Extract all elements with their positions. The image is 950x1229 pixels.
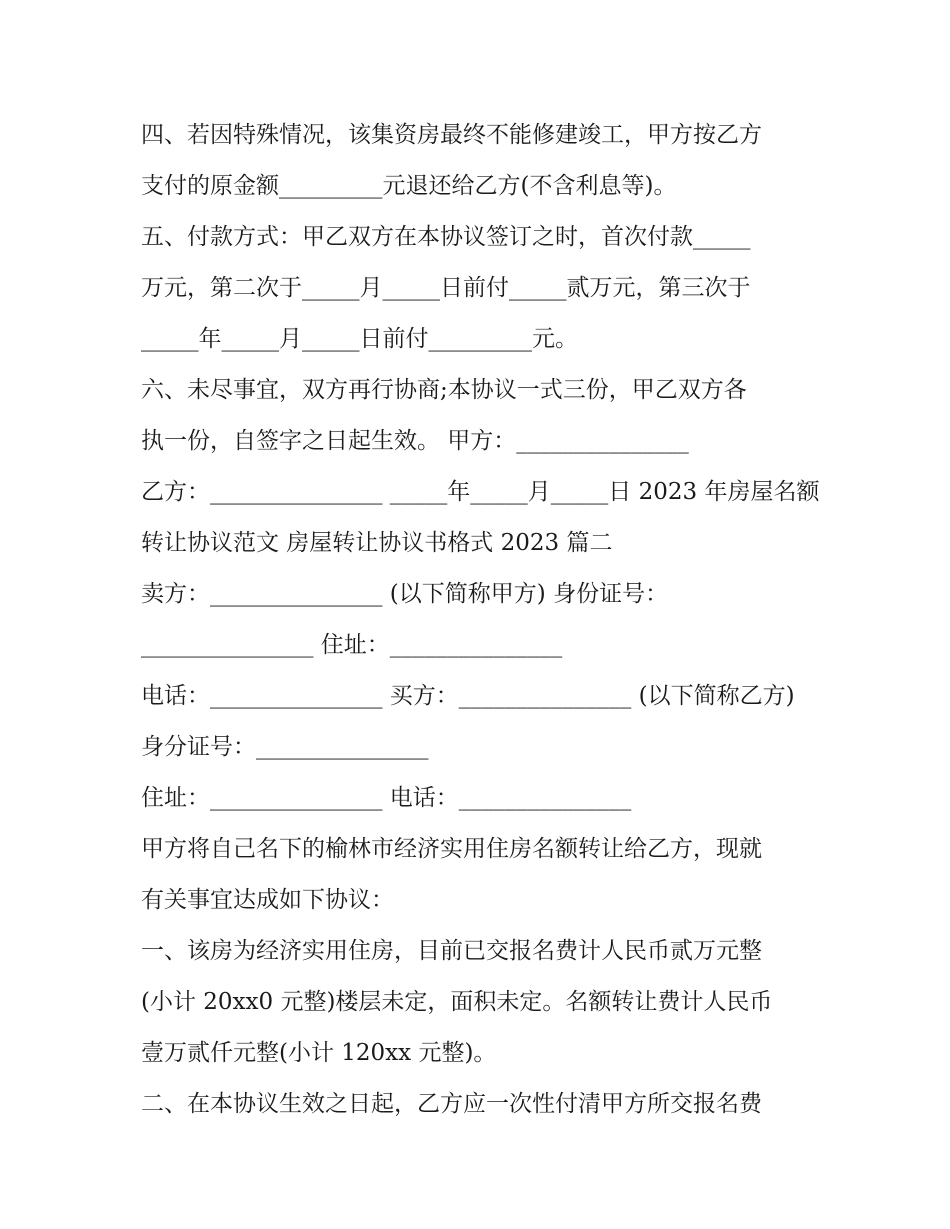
text-line: 二、在本协议生效之日起，乙方应一次性付清甲方所交报名费 [141,1091,762,1117]
text-line: (小计 20xx0 元整)楼层未定，面积未定。名额转让费计人民币 [141,989,773,1015]
text-line: _____年_____月_____日前付_________元。 [141,326,578,352]
text-line: 电话：_______________ 买方：_______________ (以下简称乙方) [141,683,795,709]
text-line: 转让协议范文 房屋转让协议书格式 2023 篇二 [141,530,613,556]
text-line: 五、付款方式：甲乙双方在本协议签订之时，首次付款_____ [141,224,751,250]
text-line: 住址：_______________ 电话：_______________ [141,785,632,811]
text-line: 支付的原金额_________元退还给乙方(不含利息等)。 [141,173,677,199]
text-line: 身分证号：_______________ [141,734,429,760]
text-line: 六、未尽事宜，双方再行协商;本协议一式三份，甲乙双方各 [141,377,747,403]
text-line: 甲方将自己名下的榆林市经济实用住房名额转让给乙方，现就 [141,836,762,862]
text-line: _______________ 住址：_______________ [141,632,563,658]
text-line: 一、该房为经济实用住房，目前已交报名费计人民币贰万元整 [141,938,762,964]
text-line: 四、若因特殊情况，该集资房最终不能修建竣工，甲方按乙方 [141,122,762,148]
text-line: 执一份，自签字之日起生效。 甲方：_______________ [141,428,689,454]
text-line: 壹万贰仟元整(小计 120xx 元整)。 [141,1040,497,1066]
text-line: 有关事宜达成如下协议： [141,887,394,913]
text-line: 卖方：_______________ (以下简称甲方) 身份证号： [141,581,669,607]
text-line: 乙方：_______________ _____年_____月_____日 2023 年房屋名额 [141,479,820,505]
text-line: 万元，第二次于_____月_____日前付_____贰万元，第三次于 [141,275,751,301]
document-body [141,110,821,1130]
